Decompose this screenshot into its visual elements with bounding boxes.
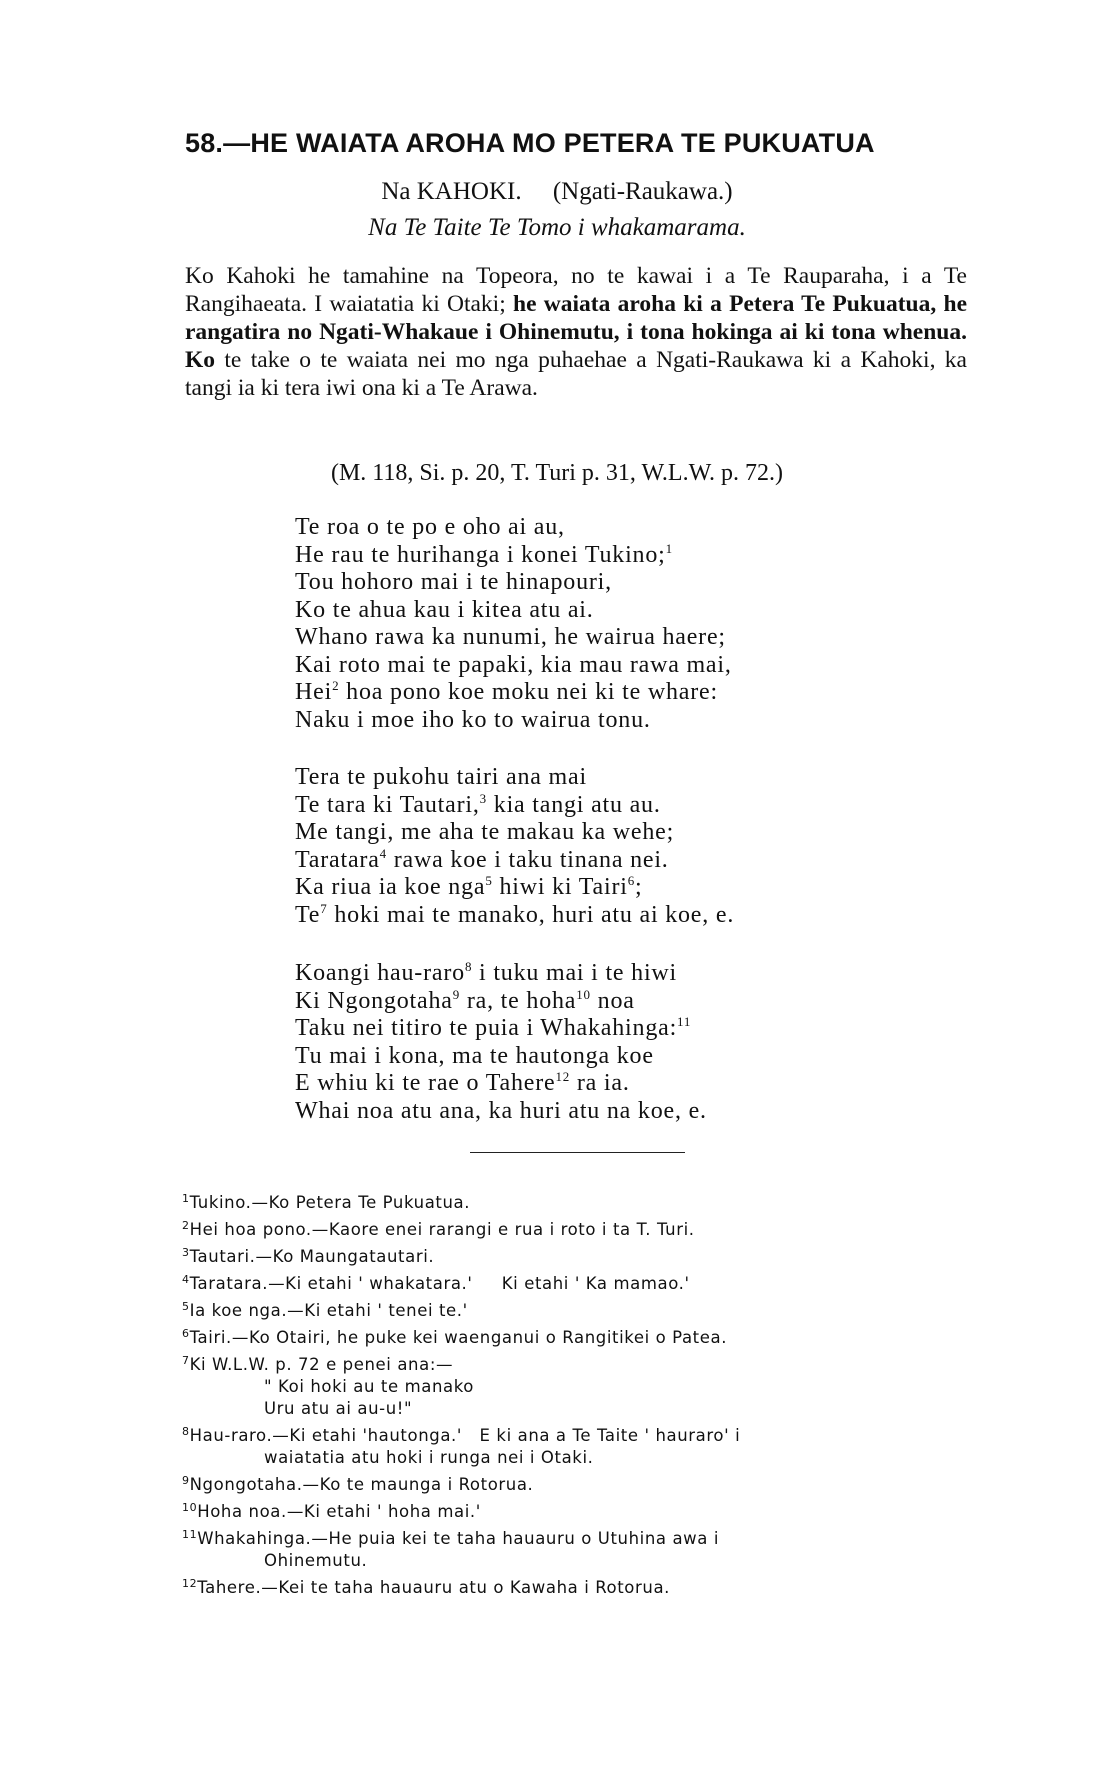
footnote-text: Taratara.—Ki etahi ' whakatara.' Ki etahi ' Ka mamao.' (189, 1274, 690, 1293)
verse-text: Whano rawa ka nunumi, he wairua haere; (295, 624, 726, 650)
footnote-marker: 5 (485, 873, 493, 888)
verse-text: ra, te hoha (460, 987, 577, 1014)
verse-text: Ki Ngongotaha (295, 987, 453, 1014)
footnote-number: 2 (182, 1219, 190, 1232)
verse-text: ra ia. (570, 1070, 630, 1096)
verse-text: rawa koe i taku tinana nei. (386, 846, 669, 873)
verse-text: Tu mai i kona, ma te hautonga koe (295, 1042, 654, 1069)
footnote-text: Tukino.—Ko Petera Te Pukuatua. (189, 1193, 471, 1212)
verse-text: Tou hohoro mai i te hinapouri, (295, 569, 612, 595)
footnote-number: 6 (182, 1327, 190, 1340)
verse-line (295, 1015, 995, 1043)
verse-text: He rau te hurihanga i konei Tukino; (295, 541, 666, 568)
verse-line (295, 819, 995, 847)
verse-text: noa (590, 987, 635, 1014)
footnote-number: 12 (182, 1577, 198, 1590)
verse-line (295, 902, 995, 930)
verse-text: Taku nei titiro te puia i Whakahinga: (295, 1015, 678, 1041)
verse-line (295, 542, 995, 570)
verse-line (295, 514, 995, 542)
stanza-2 (295, 764, 995, 929)
verse-text: hoa pono koe moku nei ki te whare: (339, 679, 718, 705)
footnote-line (182, 1192, 972, 1214)
footnote-marker: 11 (677, 1014, 692, 1029)
verse-line (295, 764, 995, 792)
footnote-line (182, 1273, 972, 1295)
footnote-number: 9 (182, 1474, 190, 1487)
footnote (182, 1273, 972, 1295)
verse-line (295, 652, 995, 680)
verse-text: ; (635, 874, 643, 900)
footnote-marker: 7 (320, 900, 328, 916)
song-title: 58.—HE WAIATA AROHA MO PETERA TE PUKUATUA (185, 128, 875, 158)
footnote-marker: 1 (665, 540, 673, 556)
footnote-continuation: Ohinemutu. (264, 1551, 368, 1570)
footnote-text: Tahere.—Kei te taha hauauru atu o Kawaha i Rotorua. (197, 1578, 670, 1597)
footnote-marker: 2 (332, 678, 340, 693)
footnote-line (182, 1354, 972, 1376)
verse-text: kia tangi atu au. (486, 791, 661, 818)
verse-line (295, 597, 995, 625)
stanza-1 (295, 514, 995, 734)
footnotes (182, 1192, 972, 1604)
footnote (182, 1246, 972, 1268)
verse-line (295, 874, 995, 902)
verse-line (295, 624, 995, 652)
verse-text: hiwi ki Tairi (492, 874, 628, 900)
footnote-marker: 6 (627, 873, 636, 888)
footnote (182, 1501, 972, 1523)
footnote-line (182, 1501, 972, 1523)
verse-text: Me tangi, me aha te makau ka wehe; (295, 819, 675, 845)
footnote-text: Ngongotaha.—Ko te maunga i Rotorua. (189, 1475, 534, 1494)
footnote (182, 1219, 972, 1241)
verse-text: Hei (295, 679, 333, 705)
footnote (182, 1425, 972, 1469)
footnote-text: Hoha noa.—Ki etahi ' hoha mai.' (197, 1502, 481, 1521)
footnote-number: 3 (182, 1246, 190, 1259)
footnote-continuation: " Koi hoki au te manako (264, 1377, 474, 1396)
verse-line (295, 679, 995, 707)
footnote-line (182, 1219, 972, 1241)
verse-text: Ko te ahua kau i kitea atu ai. (295, 596, 594, 623)
footnote-marker: 9 (452, 986, 461, 1002)
intro-paragraph (185, 262, 967, 402)
verse-text: Te tara ki Tautari, (295, 791, 480, 818)
footnote-number: 4 (182, 1273, 190, 1286)
footnote-line (182, 1327, 972, 1349)
divider-rule (470, 1152, 685, 1153)
footnote-marker: 10 (576, 986, 591, 1002)
footnote-line (182, 1425, 972, 1447)
verse-text: Naku i moe iho ko to wairua tonu. (295, 706, 651, 733)
footnote-marker: 3 (479, 790, 487, 806)
footnote (182, 1577, 972, 1599)
verse-text: Whai noa atu ana, ka huri atu na koe, e. (295, 1097, 707, 1124)
source-references: (M. 118, Si. p. 20, T. Turi p. 31, W.L.W. p. 72.) (330, 460, 784, 486)
footnote-line (182, 1246, 972, 1268)
verse-text: Te roa o te po e oho ai au, (295, 514, 565, 540)
footnote (182, 1528, 972, 1572)
verse-line (295, 569, 995, 597)
verse-text: Te (295, 901, 321, 928)
verse-text: Kai roto mai te papaki, kia mau rawa mai, (295, 651, 732, 678)
verse-text: Tera te pukohu tairi ana mai (295, 764, 587, 790)
verse-line (295, 847, 995, 875)
footnote-marker: 4 (379, 845, 387, 861)
footnote-marker: 8 (464, 959, 473, 974)
footnote-text: Ia koe nga.—Ki etahi ' tenei te.' (189, 1301, 468, 1320)
footnote-marker: 12 (555, 1069, 571, 1084)
footnote (182, 1300, 972, 1322)
verse-line (295, 1043, 995, 1071)
footnote-number: 11 (182, 1528, 198, 1541)
footnote (182, 1327, 972, 1349)
verse-text: Koangi hau-raro (295, 960, 465, 986)
footnote-text: Hei hoa pono.—Kaore enei rarangi e rua i roto i ta T. Turi. (189, 1220, 695, 1239)
footnote-number: 8 (182, 1425, 190, 1438)
footnote-line (182, 1474, 972, 1496)
footnote-text: Ki W.L.W. p. 72 e penei ana:— (189, 1355, 454, 1374)
verse-line (295, 960, 995, 988)
footnote-number: 1 (182, 1192, 190, 1205)
verse-text: Taratara (295, 846, 380, 873)
footnote-number: 7 (182, 1354, 190, 1367)
explainer-line: Na Te Taite Te Tomo i whakamarama. (368, 214, 746, 241)
footnote (182, 1192, 972, 1214)
verse-line (295, 707, 995, 735)
footnote-number: 5 (182, 1300, 190, 1313)
verse-text: Ka riua ia koe nga (295, 874, 486, 900)
footnote-text: Tautari.—Ko Maungatautari. (189, 1247, 435, 1266)
footnote-number: 10 (182, 1501, 198, 1514)
footnote-continuation: waiatatia atu hoki i runga nei i Otaki. (264, 1448, 594, 1467)
intro-text-3: te take o te waiata nei mo nga puhaehae a Ngati-Raukawa ki a Kahoki, ka tangi ia ki tera iwi ona ki a Te Arawa. (185, 347, 967, 401)
footnote (182, 1474, 972, 1496)
footnote (182, 1354, 972, 1420)
verse-line (295, 1070, 995, 1098)
footnote-text: Tairi.—Ko Otairi, he puke kei waenganui o Rangitikei o Patea. (189, 1328, 728, 1347)
footnote-continuation: Uru atu ai au-u!" (264, 1399, 413, 1418)
intro-text-bold: he waiata aroha ki a Petera Te Pukuatua, he rangatira no Ngati-Whakaue i Ohinemutu, i tona hokinga ai ki tona whenua. Ko (185, 291, 967, 373)
verse-line (295, 1098, 995, 1126)
footnote-line (182, 1300, 972, 1322)
footnote-line (182, 1577, 972, 1599)
verse-line (295, 988, 995, 1016)
footnote-line (182, 1528, 972, 1550)
intro-text-1: Ko Kahoki he tamahine na Topeora, no te kawai i a Te Rauparaha, i a Te Rangihaeata. I waiatatia ki Otaki; (185, 263, 967, 317)
footnote-text: Hau-raro.—Ki etahi 'hautonga.' E ki ana a Te Taite ' hauraro' i (189, 1426, 741, 1445)
verse-line (295, 792, 995, 820)
verse-text: E whiu ki te rae o Tahere (295, 1070, 556, 1096)
footnote-text: Whakahinga.—He puia kei te taha hauauru o Utuhina awa i (197, 1529, 719, 1548)
verse-text: hoki mai te manako, huri atu ai koe, e. (327, 901, 735, 928)
verse-text: i tuku mai i te hiwi (472, 960, 678, 986)
author-line: Na KAHOKI. (Ngati-Raukawa.) (381, 178, 733, 205)
stanza-3 (295, 960, 995, 1125)
